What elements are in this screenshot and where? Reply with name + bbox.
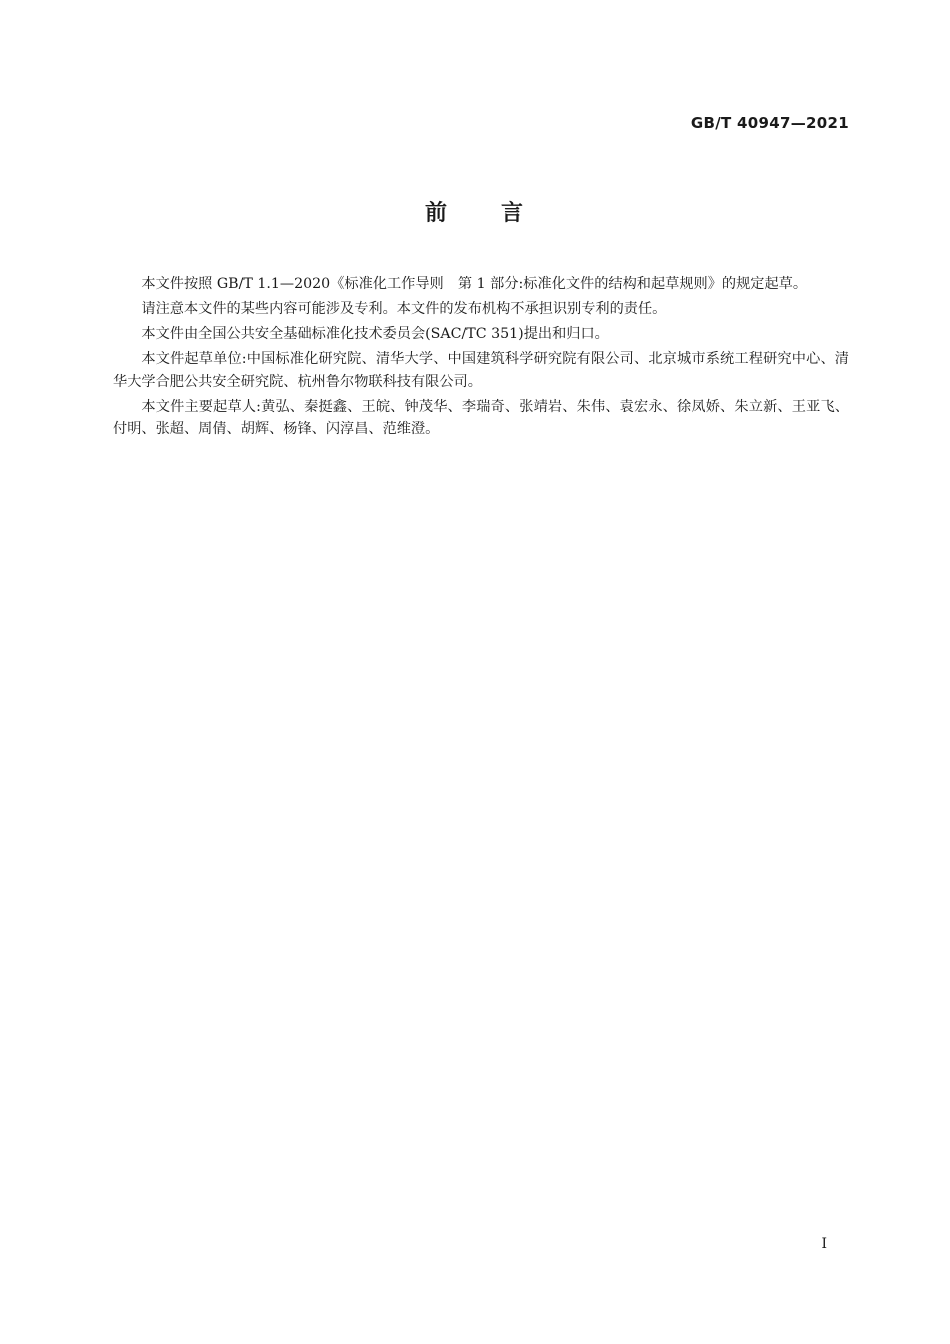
page-number: I xyxy=(821,1236,827,1252)
paragraph-drafting-rules: 本文件按照 GB/T 1.1—2020《标准化工作导则 第 1 部分:标准化文件的结构和起草规则》的规定起草。 xyxy=(141,276,808,292)
paragraph-patent-notice: 请注意本文件的某些内容可能涉及专利。本文件的发布机构不承担识别专利的责任。 xyxy=(141,301,667,317)
foreword-body xyxy=(113,273,849,443)
title-char-2: 言 xyxy=(501,201,526,226)
paragraph-proposer: 本文件由全国公共安全基础标准化技术委员会(SAC/TC 351)提出和归口。 xyxy=(141,326,609,342)
paragraph-drafters: 本文件主要起草人:黄弘、秦挺鑫、王皖、钟茂华、李瑞奇、张靖岩、朱伟、袁宏永、徐凤娇、朱立新、王亚飞、付明、张超、周倩、胡辉、杨锋、闪淳昌、范维澄。 xyxy=(113,398,849,437)
standard-code: GB/T 40947—2021 xyxy=(690,114,849,132)
paragraph-drafting-units: 本文件起草单位:中国标准化研究院、清华大学、中国建筑科学研究院有限公司、北京城市系统工程研究中心、清华大学合肥公共安全研究院、杭州鲁尔物联科技有限公司。 xyxy=(113,351,849,390)
title-char-1: 前 xyxy=(424,201,449,226)
page-title xyxy=(0,196,950,227)
